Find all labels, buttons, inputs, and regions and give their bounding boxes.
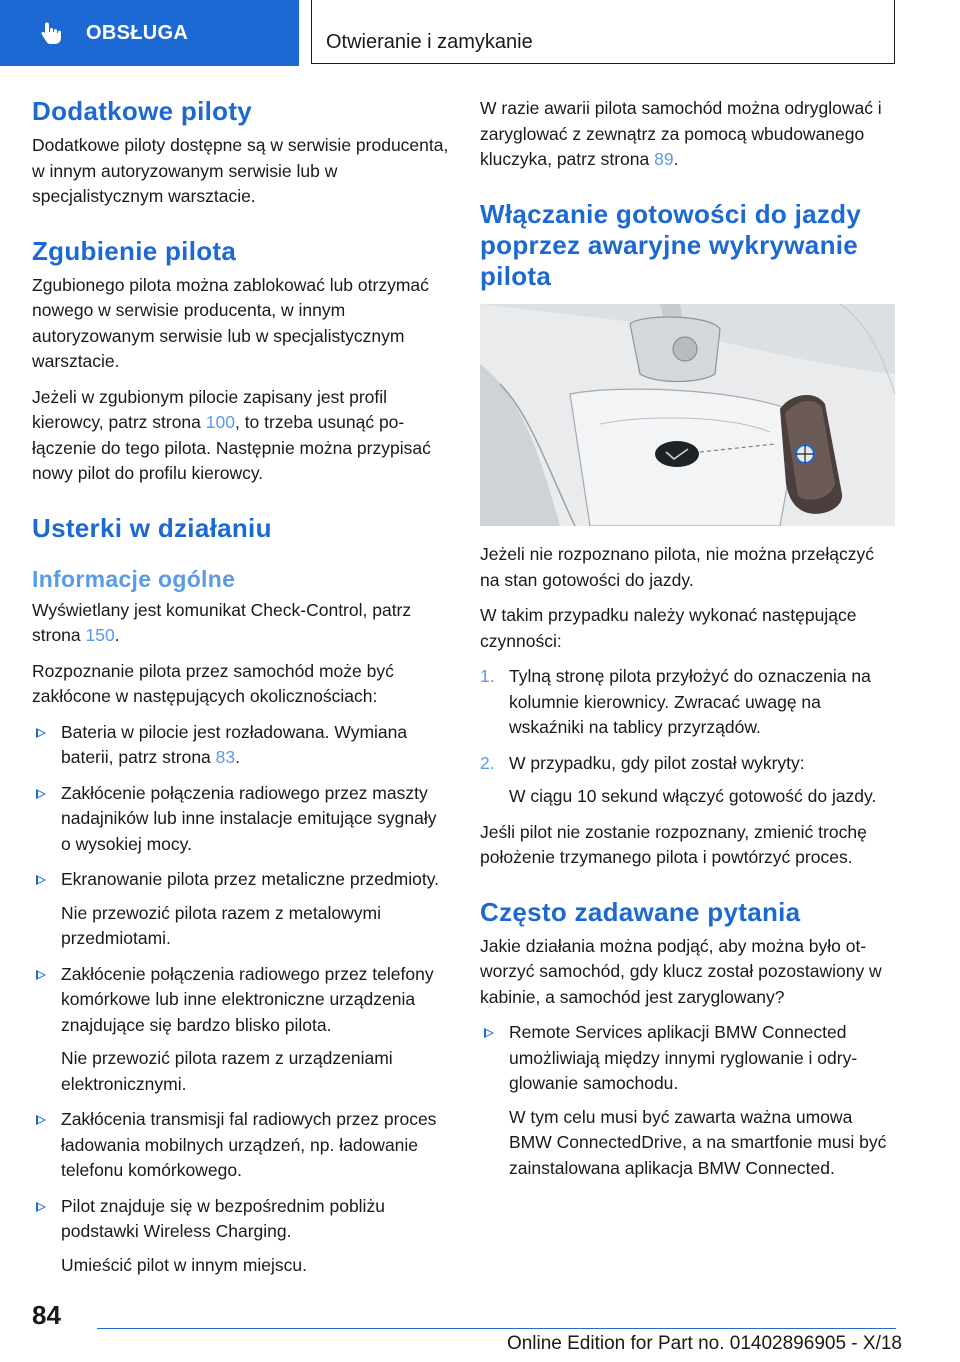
heading-czesto-zadawane-pytania: Często zadawane pytania bbox=[480, 896, 801, 927]
list-item: Remote Services aplikacji BMW Connected umożliwiają między innymi ryglowanie i odryglowanie samochodu. W tym celu musi być zawarta ważna umowa BMW ConnectedDrive, a na smartfonie musi być zainstalowana aplikacja BMW Connected. bbox=[480, 1020, 897, 1181]
numbered-list bbox=[480, 664, 897, 810]
list-item: 1. Tylną stronę pilota przyłożyć do oznaczenia na kolumnie kierownicy. Zwracać uwagę na wskaźniki na tablicy przyrządów. bbox=[480, 666, 871, 738]
heading-usterki: Usterki w działaniu bbox=[32, 512, 272, 543]
paragraph: W razie awarii pilota samochód można odryglować i zaryglować z zewnątrz za pomocą wbudowanego kluczyka, patrz strona 89. bbox=[480, 98, 882, 169]
step-number: 2. bbox=[480, 752, 495, 773]
page-number: 84 bbox=[32, 1300, 61, 1330]
list-item: Bateria w pilocie jest rozładowana. Wymiana baterii, patrz strona 83. bbox=[32, 720, 449, 771]
list-item: Zakłócenia transmisji fal radiowych przez proces ładowania mobilnych urządzeń, np. ładowanie telefonu komórkowego. bbox=[32, 1107, 449, 1184]
heading-informacje-ogolne: Informacje ogólne bbox=[32, 566, 236, 593]
left-column bbox=[32, 96, 449, 1288]
heading-dodatkowe-piloty: Dodatkowe piloty bbox=[32, 96, 253, 126]
page-link[interactable]: 150 bbox=[85, 625, 115, 646]
section-tab[interactable] bbox=[0, 0, 299, 66]
section-title: OBSŁUGA bbox=[86, 21, 189, 44]
bullet-list bbox=[32, 720, 449, 1279]
paragraph: Wyświetlany jest komunikat Check-Control, patrz strona 150. bbox=[32, 599, 412, 646]
bullet-list bbox=[480, 1020, 897, 1181]
step-number: 1. bbox=[480, 666, 495, 687]
footer-edition: Online Edition for Part no. 01402896905 - X/18 bbox=[506, 1333, 902, 1354]
footer-divider bbox=[97, 1328, 896, 1329]
paragraph: Rozpoznanie pilota przez samochód może być zakłócone w następujących okolicznościach: bbox=[32, 660, 394, 707]
list-item: Pilot znajduje się w bezpośrednim pobliżu podstawki Wireless Charging. Umieścić pilot w innym miejscu. bbox=[32, 1194, 449, 1279]
chapter-title: Otwieranie i zamykanie bbox=[311, 0, 895, 64]
paragraph: Jeżeli w zgubionym pilocie zapisany jest profil kierowcy, patrz strona 100, to trzeba usunąć połączenie do tego pilota. Następnie można przypisać nowy pilot do profilu kierowcy. bbox=[32, 386, 431, 484]
page-link[interactable]: 100 bbox=[205, 412, 235, 433]
paragraph: Jeżeli nie rozpoznano pilota, nie można przełączyć na stan gotowości do jazdy. bbox=[480, 544, 874, 590]
paragraph: Dodatkowe piloty dostępne są w serwisie producenta, w innym autoryzowanym serwisie lub w specjalistycznym warsztacie. bbox=[32, 135, 449, 207]
list-item: Ekranowanie pilota przez metaliczne przedmioty. Nie przewozić pilota razem z metalowymi przedmiotami. bbox=[32, 867, 449, 952]
list-item: Zakłócenie połączenia radiowego przez maszty nadajników lub inne instalacje emitujące sygnały o wysokiej mocy. bbox=[32, 781, 449, 858]
paragraph: W takim przypadku należy wykonać następujące czynności: bbox=[480, 605, 857, 651]
paragraph: Jakie działania można podjąć, aby można było otworzyć samochód, gdy klucz został pozostawiony w kabinie, a samochód jest zaryglowany? bbox=[480, 935, 882, 1007]
page-link[interactable]: 89 bbox=[654, 149, 674, 169]
list-item: 2. W przypadku, gdy pilot został wykryty: W ciągu 10 sekund włączyć gotowość do jazdy. bbox=[480, 752, 877, 807]
list-item: Zakłócenie połączenia radiowego przez telefony komórkowe lub inne elektroniczne urządzenia znajdujące się bardzo blisko pilota. Nie przewozić pilota razem z urządzeniami elektronicznymi. bbox=[32, 962, 449, 1098]
paragraph: Jeśli pilot nie zostanie rozpoznany, zmienić trochę położenie trzymanego pilota i powtórzyć proces. bbox=[480, 821, 867, 868]
heading-zgubienie-pilota: Zgubienie pilota bbox=[32, 235, 237, 266]
steering-column-key-illustration bbox=[480, 304, 895, 526]
paragraph: Zgubionego pilota można zablokować lub otrzymać nowego w serwisie producenta, w innym autoryzowanym serwisie lub w specjalistycznym warsztacie. bbox=[32, 274, 429, 372]
heading-wlaczanie-gotowosci: Włączanie gotowości do jazdy poprzez awaryjne wykrywanie pilota bbox=[480, 198, 862, 291]
page-link[interactable]: 83 bbox=[215, 747, 236, 768]
hand-pointer-icon bbox=[40, 21, 62, 45]
right-column bbox=[480, 96, 897, 1191]
